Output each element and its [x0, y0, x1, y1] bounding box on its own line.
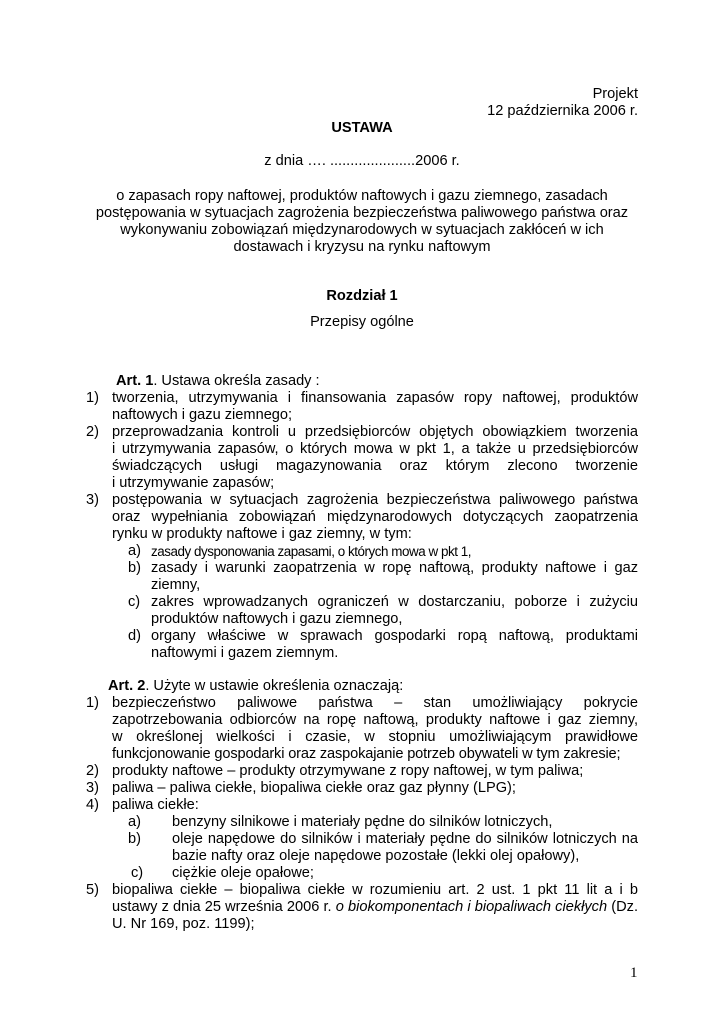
article-label: Art. 1 — [116, 373, 154, 389]
act-title-italic: o biokomponentach i biopaliwach ciekłych — [335, 899, 608, 915]
subject-line: postępowania w sytuacjach zagrożenia bezpieczeństwa paliwowego państwa oraz — [95, 205, 629, 221]
sublist-line: zakres wprowadzanych ograniczeń w dostarczaniu, poborze i zużyciu — [151, 594, 638, 610]
list-line: świadczących usługi magazynowania oraz którym zlecono tworzenie — [112, 458, 638, 474]
list-line: i utrzymywanie zapasów; — [112, 475, 275, 491]
project-label: Projekt — [592, 86, 638, 102]
list-number: 1) — [86, 390, 99, 406]
page-number: 1 — [630, 965, 638, 981]
sublist-line: benzyny silnikowe i materiały pędne do silników lotniczych, — [172, 814, 553, 830]
list-line: biopaliwa ciekłe – biopaliwa ciekłe w rozumieniu art. 2 ust. 1 pkt 11 lit a i b — [112, 882, 638, 898]
sublist-line: organy właściwe w sprawach gospodarki ropą naftową, produktami — [151, 628, 638, 644]
list-number: 4) — [86, 797, 99, 813]
art2-heading — [108, 678, 403, 695]
list-number: 5) — [86, 882, 99, 898]
sublist-letter: c) — [131, 865, 144, 881]
article-intro: . Ustawa określa zasady : — [153, 373, 320, 389]
sublist-letter: a) — [128, 814, 141, 830]
sublist-line: naftowymi i gazem ziemnym. — [151, 645, 339, 661]
sublist-letter: b) — [128, 560, 141, 576]
article-intro: . Użyte w ustawie określenia oznaczają: — [145, 678, 404, 694]
sublist-line: zasady i warunki zaopatrzenia w ropę naftową, produkty naftowe i gaz — [151, 560, 638, 576]
document-title: USTAWA — [331, 120, 393, 136]
list-line: przeprowadzania kontroli u przedsiębiorców objętych obowiązkiem tworzenia — [112, 424, 638, 440]
sublist-letter: a) — [128, 543, 141, 559]
art1-heading — [116, 373, 320, 390]
sublist-line: ziemny, — [151, 577, 201, 593]
list-line: rynku w produkty naftowe i gaz ziemny, w tym: — [112, 526, 412, 542]
enactment-date: z dnia …. .....................2006 r. — [264, 153, 460, 169]
list-line: U. Nr 169, poz. 1199); — [112, 916, 255, 932]
project-date: 12 października 2006 r. — [487, 103, 638, 119]
list-line: oraz wypełniania zobowiązań międzynarodowych dotyczących zaopatrzenia — [112, 509, 638, 525]
text-run: (Dz. — [607, 899, 638, 915]
subject-line: o zapasach ropy naftowej, produktów naftowych i gazu ziemnego, zasadach — [116, 188, 608, 204]
list-number: 1) — [86, 695, 99, 711]
list-line: paliwa – paliwa ciekłe, biopaliwa ciekłe oraz gaz płynny (LPG); — [112, 780, 516, 796]
list-line: i utrzymywania zapasów, o których mowa w pkt 1, a także u przedsiębiorców — [112, 441, 638, 457]
list-line: w określonej wielkości i czasie, w stopniu umożliwiającym prawidłowe — [112, 729, 638, 745]
list-line — [112, 899, 638, 916]
list-line: zapotrzebowania odbiorców na ropę naftową, produkty naftowe i gaz ziemny, — [112, 712, 638, 728]
text-run: ustawy z dnia 25 września 2006 r. — [112, 899, 336, 915]
sublist-line: ciężkie oleje opałowe; — [172, 865, 314, 881]
list-line: paliwa ciekłe: — [112, 797, 199, 813]
sublist-letter: c) — [128, 594, 141, 610]
sublist-letter: b) — [128, 831, 141, 847]
list-line: funkcjonowanie gospodarki oraz zaspokajanie potrzeb obywateli w tym zakresie; — [112, 746, 621, 762]
sublist-line: produktów naftowych i gazu ziemnego, — [151, 611, 403, 627]
list-line: naftowych i gazu ziemnego; — [112, 407, 293, 423]
subject-line: wykonywaniu zobowiązań międzynarodowych w sytuacjach zakłóceń w ich — [120, 222, 604, 238]
chapter-title: Rozdział 1 — [326, 288, 398, 304]
sublist-line: zasady dysponowania zapasami, o których mowa w pkt 1, — [151, 544, 472, 559]
subject-line: dostawach i kryzysu na rynku naftowym — [233, 239, 491, 255]
sublist-letter: d) — [128, 628, 141, 644]
article-label: Art. 2 — [108, 678, 146, 694]
sublist-line: oleje napędowe do silników i materiały pędne do silników lotniczych na — [172, 831, 638, 847]
list-number: 3) — [86, 780, 99, 796]
chapter-subtitle: Przepisy ogólne — [310, 314, 414, 330]
list-line: produkty naftowe – produkty otrzymywane z ropy naftowej, w tym paliwa; — [112, 763, 584, 779]
list-number: 3) — [86, 492, 99, 508]
list-line: tworzenia, utrzymywania i finansowania zapasów ropy naftowej, produktów — [112, 390, 638, 406]
list-line: postępowania w sytuacjach zagrożenia bezpieczeństwa paliwowego państwa — [112, 492, 638, 508]
sublist-line: bazie nafty oraz oleje napędowe pozostałe (lekki olej opałowy), — [172, 848, 580, 864]
list-number: 2) — [86, 424, 99, 440]
list-line: bezpieczeństwo paliwowe państwa – stan umożliwiający pokrycie — [112, 695, 638, 711]
list-number: 2) — [86, 763, 99, 779]
